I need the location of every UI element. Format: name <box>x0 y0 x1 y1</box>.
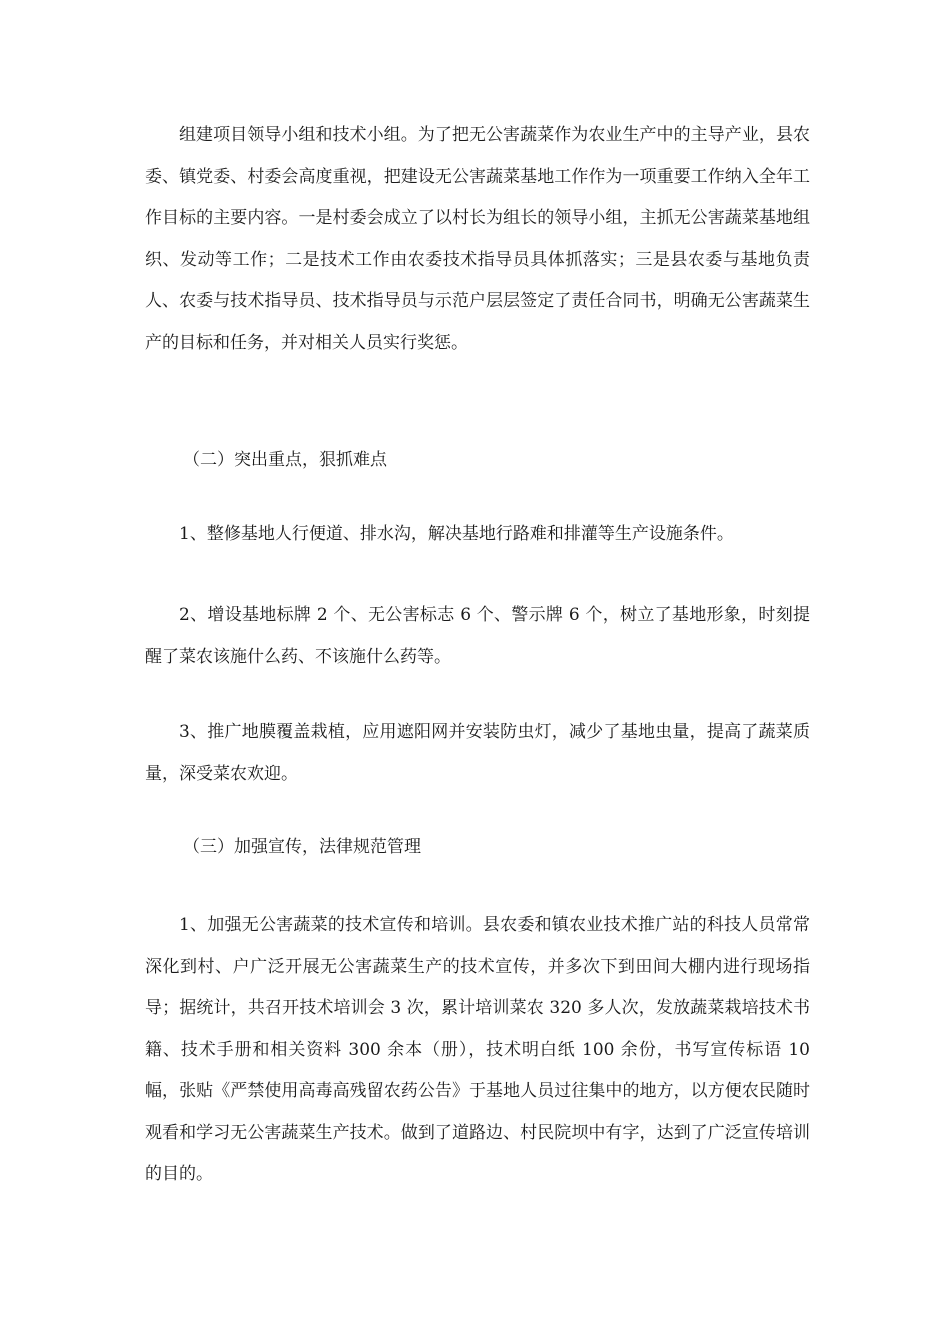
paragraph-leadership-groups: 组建项目领导小组和技术小组。为了把无公害蔬菜作为农业生产中的主导产业，县农委、镇党委、村委会高度重视，把建设无公害蔬菜基地工作作为一项重要工作纳入全年工作目标的主要内容。一是村委会成立了以村长为组长的领导小组，主抓无公害蔬菜基地组织、发动等工作；二是技术工作由农委技术指导员具体抓落实；三是县农委与基地负责人、农委与技术指导员、技术指导员与示范户层层签定了责任合同书，明确无公害蔬菜生产的目标和任务，并对相关人员实行奖惩。 <box>145 125 810 353</box>
list-item-1: 1、整修基地人行便道、排水沟，解决基地行路难和排灌等生产设施条件。 <box>179 524 734 544</box>
list-item-2: 2、增设基地标牌 2 个、无公害标志 6 个、警示牌 6 个，树立了基地形象，时刻提醒了菜农该施什么药、不该施什么药等。 <box>145 605 810 667</box>
section-heading-3: （三）加强宣传，法律规范管理 <box>183 837 421 857</box>
section-heading-2: （二）突出重点，狠抓难点 <box>183 450 387 470</box>
list-item-3: 3、推广地膜覆盖栽植，应用遮阳网并安装防虫灯，减少了基地虫量，提高了蔬菜质量，深受菜农欢迎。 <box>145 722 810 784</box>
paragraph-publicity-training: 1、加强无公害蔬菜的技术宣传和培训。县农委和镇农业技术推广站的科技人员常常深化到村、户广泛开展无公害蔬菜生产的技术宣传，并多次下到田间大棚内进行现场指导；据统计，共召开技术培训会 3 次，累计培训菜农 320 多人次，发放蔬菜栽培技术书籍、技术手册和相关资料 300 余本（册），技术明白纸 100 余份，书写宣传标语 10 幅，张贴《严禁使用高毒高残留农药公告》于基地人员过往集中的地方，以方便农民随时观看和学习无公害蔬菜生产技术。做到了道路边、村民院坝中有字，达到了广泛宣传培训的目的。 <box>145 915 810 1184</box>
